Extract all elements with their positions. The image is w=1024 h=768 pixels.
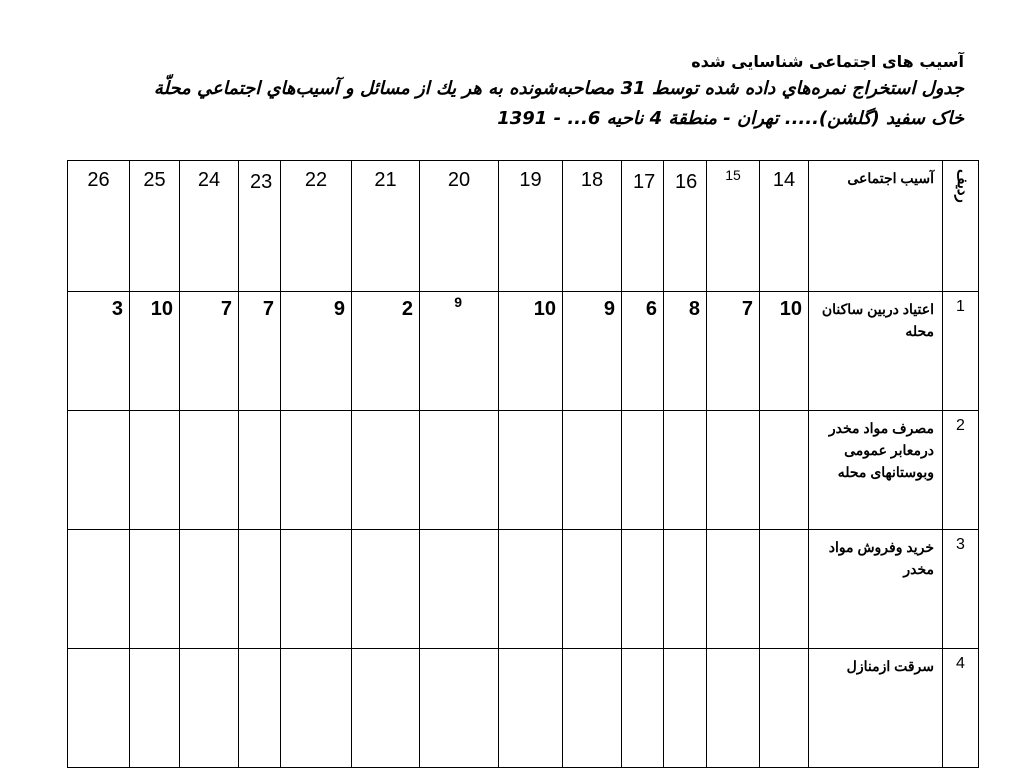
row-number: 1 (943, 292, 979, 411)
column-header-18: 18 (563, 161, 622, 292)
score-cell: 10 (760, 292, 809, 411)
score-cell (707, 649, 760, 768)
score-cell (499, 411, 563, 530)
row-number: 4 (943, 649, 979, 768)
harm-label: مصرف مواد مخدر درمعابر عمومی وبوستانهای محله (809, 411, 943, 530)
score-cell: 9 (420, 292, 499, 411)
score-cell: 2 (352, 292, 420, 411)
column-header-22: 22 (281, 161, 352, 292)
row-number: 2 (943, 411, 979, 530)
score-cell (420, 649, 499, 768)
score-cell (563, 411, 622, 530)
score-cell (707, 411, 760, 530)
score-cell: 3 (68, 292, 130, 411)
harm-label: اعتیاد دربین ساکنان محله (809, 292, 943, 411)
score-cell (420, 530, 499, 649)
score-cell (281, 649, 352, 768)
score-cell (130, 649, 180, 768)
score-cell: 6 (622, 292, 664, 411)
row-number-header (943, 161, 979, 292)
column-header-21: 21 (352, 161, 420, 292)
table-row (68, 292, 979, 411)
score-cell (130, 530, 180, 649)
score-cell (622, 530, 664, 649)
score-cell (664, 411, 707, 530)
row-number-header-label: رديف (953, 169, 971, 203)
column-header-24: 24 (180, 161, 239, 292)
column-header-19: 19 (499, 161, 563, 292)
column-header-16: 16 (664, 161, 707, 292)
score-cell: 9 (563, 292, 622, 411)
score-cell (281, 530, 352, 649)
score-cell (707, 530, 760, 649)
score-cell (622, 649, 664, 768)
score-cell (499, 649, 563, 768)
table-row (68, 411, 979, 530)
column-header-17: 17 (622, 161, 664, 292)
score-cell (352, 649, 420, 768)
row-number: 3 (943, 530, 979, 649)
column-header-23: 23 (239, 161, 281, 292)
score-cell (664, 649, 707, 768)
table-row (68, 649, 979, 768)
column-header-20: 20 (420, 161, 499, 292)
scores-table (67, 160, 979, 768)
header-row (68, 161, 979, 292)
score-cell (352, 530, 420, 649)
score-cell (239, 649, 281, 768)
table-row (68, 530, 979, 649)
column-header-26: 26 (68, 161, 130, 292)
score-cell (130, 411, 180, 530)
column-header-15: 15 (707, 161, 760, 292)
score-cell: 7 (239, 292, 281, 411)
score-cell (180, 530, 239, 649)
score-cell: 10 (130, 292, 180, 411)
document-title: آسیب های اجتماعی شناسایی شده (691, 52, 964, 71)
score-cell (499, 530, 563, 649)
harm-label: سرقت ازمنازل (809, 649, 943, 768)
score-cell (563, 649, 622, 768)
table-caption-line-2: خاک سفيد (گلشن)..... تهران - منطقة 4 ناحيه 6... - 1391 (497, 108, 964, 129)
harm-label: خرید وفروش مواد مخدر (809, 530, 943, 649)
score-cell: 7 (707, 292, 760, 411)
score-cell: 7 (180, 292, 239, 411)
column-header-25: 25 (130, 161, 180, 292)
score-cell (420, 411, 499, 530)
score-cell (239, 530, 281, 649)
score-cell (563, 530, 622, 649)
score-cell (180, 649, 239, 768)
score-cell (760, 649, 809, 768)
score-cell (352, 411, 420, 530)
score-cell (180, 411, 239, 530)
score-cell: 9 (281, 292, 352, 411)
harm-column-header: آسیب اجتماعی (809, 161, 943, 292)
column-header-14: 14 (760, 161, 809, 292)
score-cell (760, 411, 809, 530)
score-cell (68, 530, 130, 649)
score-cell (281, 411, 352, 530)
score-cell: 10 (499, 292, 563, 411)
document-header (64, 50, 964, 134)
score-cell (68, 411, 130, 530)
score-cell (622, 411, 664, 530)
score-cell (664, 530, 707, 649)
score-cell (760, 530, 809, 649)
score-cell: 8 (664, 292, 707, 411)
score-cell (68, 649, 130, 768)
score-cell (239, 411, 281, 530)
table-caption-line-1: جدول استخراج نمره‌هاي داده شده توسط 31 مصاحبه‌شونده به هر يك از مسائل و آسيب‌هاي اجتماعي محلّة (153, 78, 964, 99)
